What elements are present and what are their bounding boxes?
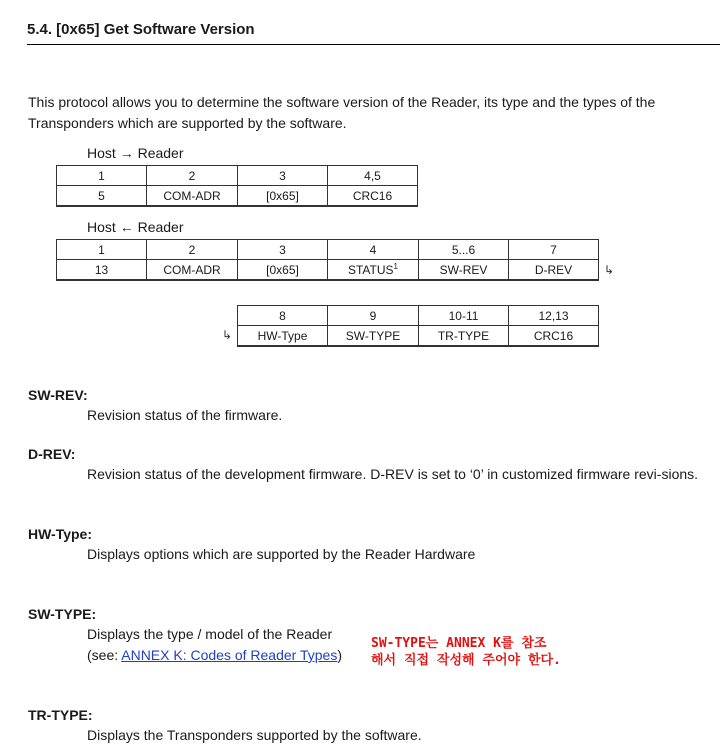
- frame-value-cell: COM-ADR: [147, 186, 238, 207]
- definition-term-tr-type: TR-TYPE:: [28, 707, 93, 723]
- frame-index-cell: 7: [509, 240, 599, 260]
- annotation-note: [371, 635, 561, 669]
- frame-value-cell: [0x65]: [238, 260, 328, 281]
- definition-term-d-rev: D-REV:: [28, 446, 76, 462]
- frame-value-cell: 5: [57, 186, 147, 207]
- frame-index-cell: 3: [238, 240, 328, 260]
- frame-index-cell: 5...6: [419, 240, 509, 260]
- definition-desc-hw-type: Displays options which are supported by the Reader Hardware: [87, 546, 476, 562]
- frame-index-row: [238, 306, 599, 326]
- frame-index-row: [57, 240, 599, 260]
- response-frame-table-part1: [56, 239, 599, 281]
- frame-index-cell: 4,5: [328, 166, 418, 186]
- frame-value-cell: SW-REV: [419, 260, 509, 281]
- frame-value-cell: D-REV: [509, 260, 599, 281]
- frame-value-row: [238, 326, 599, 347]
- response-frame-table-part2: [237, 305, 599, 347]
- annotation-line: 해서 직접 작성해 주어야 한다.: [371, 653, 561, 668]
- sw-type-desc-line: Displays the type / model of the Reader: [87, 626, 333, 642]
- arrow-right-icon: →: [119, 145, 134, 161]
- frame-value-cell: 13: [57, 260, 147, 281]
- caption-reader: Reader: [137, 219, 184, 235]
- definition-desc-d-rev: Revision status of the development firmware. D-REV is set to ‘0’ in customized firmware revi-sions.: [87, 466, 699, 482]
- frame-index-cell: 9: [328, 306, 419, 326]
- annex-k-link[interactable]: ANNEX K: Codes of Reader Types: [121, 647, 338, 663]
- frame-value-cell: [0x65]: [238, 186, 328, 207]
- frame-value-row: [57, 260, 599, 281]
- frame-index-cell: 10-11: [419, 306, 509, 326]
- definition-term-sw-type: SW-TYPE:: [28, 606, 97, 622]
- request-frame-table: [56, 165, 418, 207]
- section-heading: 5.4. [0x65] Get Software Version: [27, 20, 720, 45]
- frame-index-cell: 8: [238, 306, 328, 326]
- frame-value-row: [57, 186, 418, 207]
- request-caption: [87, 144, 184, 162]
- frame-value-cell: SW-TYPE: [328, 326, 419, 347]
- caption-reader: Reader: [137, 145, 184, 161]
- frame-index-cell: 1: [57, 166, 147, 186]
- see-prefix: (see:: [87, 647, 122, 663]
- frame-value-cell: CRC16: [509, 326, 599, 347]
- sw-type-see-line: [87, 645, 387, 666]
- frame-value-cell: CRC16: [328, 186, 418, 207]
- frame-index-cell: 2: [147, 166, 238, 186]
- caption-host: Host: [87, 219, 116, 235]
- frame-index-cell: 4: [328, 240, 419, 260]
- frame-index-cell: 12,13: [509, 306, 599, 326]
- frame-value-cell-status: [328, 260, 419, 281]
- arrow-left-icon: ←: [119, 219, 134, 235]
- frame-value-cell: HW-Type: [238, 326, 328, 347]
- annotation-line: SW-TYPE는 ANNEX K를 참조: [371, 636, 547, 651]
- response-caption: [87, 218, 184, 236]
- definition-desc-tr-type: Displays the Transponders supported by the software.: [87, 727, 422, 743]
- definition-term-hw-type: HW-Type:: [28, 526, 93, 542]
- definition-desc-sw-rev: Revision status of the firmware.: [87, 407, 283, 423]
- frame-value-cell: COM-ADR: [147, 260, 238, 281]
- caption-host: Host: [87, 145, 116, 161]
- continue-icon: ↳: [222, 328, 233, 342]
- intro-paragraph: This protocol allows you to determine the software version of the Reader, its type and the types of the Transponders which are supported by the software.: [28, 94, 656, 131]
- continue-icon: ↳: [604, 263, 615, 277]
- footnote-marker: 1: [393, 262, 398, 271]
- status-label: STATUS: [347, 263, 394, 277]
- see-suffix: ): [337, 647, 342, 663]
- frame-index-cell: 3: [238, 166, 328, 186]
- frame-index-cell: 2: [147, 240, 238, 260]
- frame-index-row: [57, 166, 418, 186]
- definition-desc-sw-type: [87, 624, 387, 666]
- frame-value-cell: TR-TYPE: [419, 326, 509, 347]
- definition-term-sw-rev: SW-REV:: [28, 387, 88, 403]
- frame-index-cell: 1: [57, 240, 147, 260]
